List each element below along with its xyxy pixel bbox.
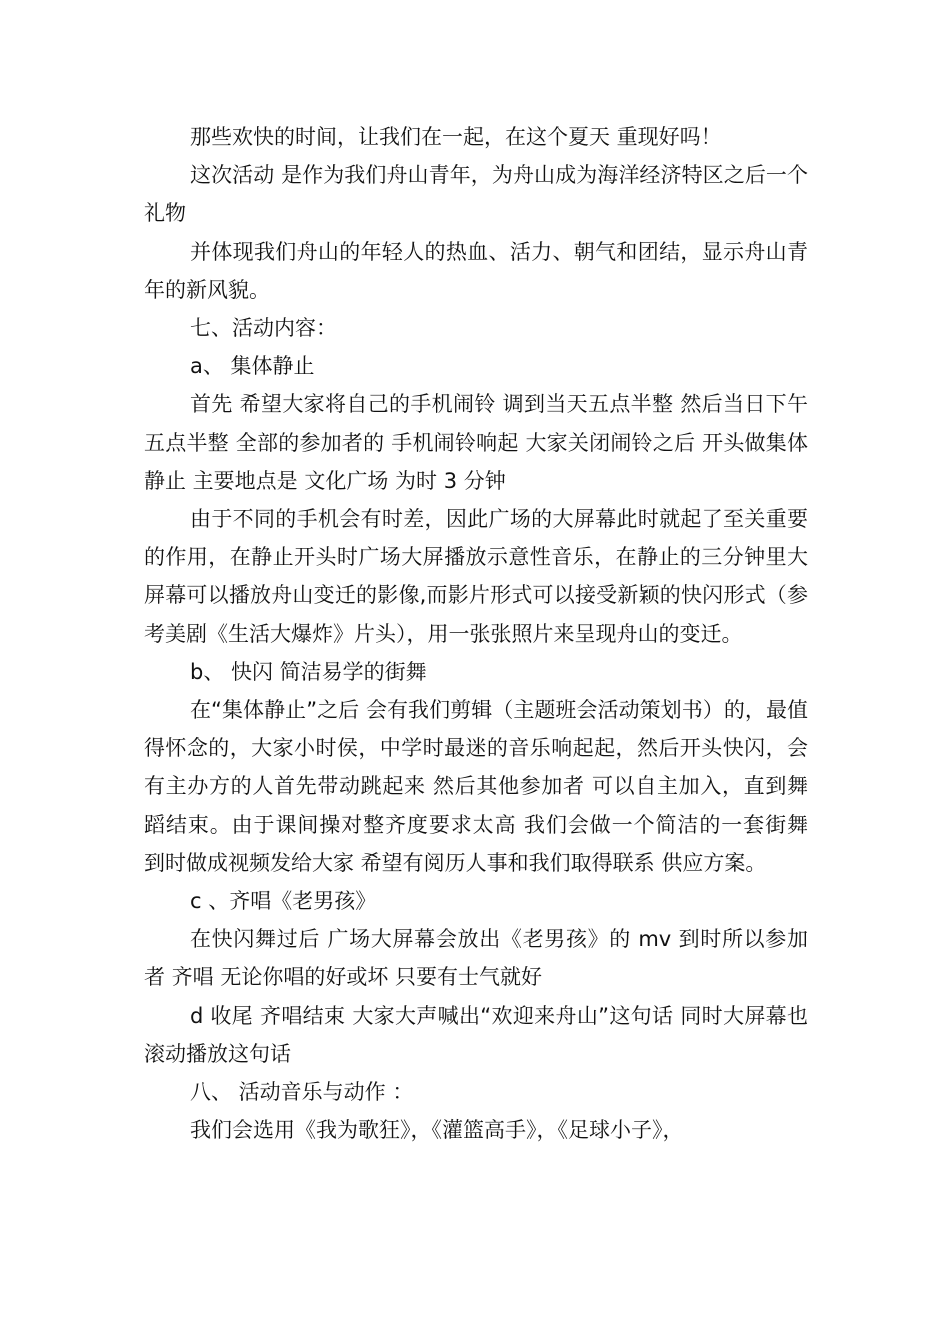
paragraph-big-screen: 由于不同的手机会有时差，因此广场的大屏幕此时就起了至关重要的作用，在静止开头时广场大屏播放示意性音乐，在静止的三分钟里大屏幕可以播放舟山变迁的影像,而影片形式可以接受新颖的快闪形式（参考美剧《生活大爆炸》片头），用一张张照片来呈现舟山的变迁。 bbox=[144, 507, 808, 646]
paragraph-music-selection: 我们会选用《我为歌狂》，《灌篮高手》，《足球小子》， bbox=[190, 1118, 684, 1143]
subheading-collective-freeze: a、 集体静止 bbox=[190, 354, 315, 379]
document-body bbox=[144, 118, 808, 1149]
paragraph-intro-summer: 那些欢快的时间，让我们在一起，在这个夏天 重现好吗！ bbox=[190, 125, 722, 149]
section-heading-activity-content: 七、活动内容： bbox=[190, 316, 337, 341]
subheading-chorus: c 、齐唱《老男孩》 bbox=[190, 889, 377, 914]
subheading-flash-mob-dance: b、 快闪 简洁易学的街舞 bbox=[190, 659, 427, 684]
paragraph-flash-mob-details: 在“集体静止”之后 会有我们剪辑（主题班会活动策划书）的，最值得怀念的，大家小时侯，中学时最迷的音乐响起起，然后开头快闪，会有主办方的人首先带动跳起来 然后其他参加者 可以自主加入，直到舞蹈结束。由于课间操对整齐度要求太高 我们会做一个简洁的一套街舞 到时做成视频发给大家 希望有阅历人事和我们取得联系 供应方案。 bbox=[144, 698, 808, 875]
paragraph-activity-gift: 这次活动 是作为我们舟山青年，为舟山成为海洋经济特区之后一个礼物 bbox=[144, 163, 808, 226]
paragraph-alarm-plan: 首先 希望大家将自己的手机闹铃 调到当天五点半整 然后当日下午五点半整 全部的参加者的 手机闹铃响起 大家关闭闹铃之后 开头做集体静止 主要地点是 文化广场 为时 3 分钟 bbox=[144, 392, 808, 493]
paragraph-ending: d 收尾 齐唱结束 大家大声喊出“欢迎来舟山”这句话 同时大屏幕也滚动播放这句话 bbox=[144, 1003, 808, 1066]
paragraph-youth-spirit: 并体现我们舟山的年轻人的热血、活力、朝气和团结，显示舟山青年的新风貌。 bbox=[144, 239, 808, 302]
paragraph-chorus-details: 在快闪舞过后 广场大屏幕会放出《老男孩》的 mv 到时所以参加者 齐唱 无论你唱的好或坏 只要有士气就好 bbox=[144, 927, 808, 990]
section-heading-music-actions: 八、 活动音乐与动作 ： bbox=[190, 1080, 414, 1105]
